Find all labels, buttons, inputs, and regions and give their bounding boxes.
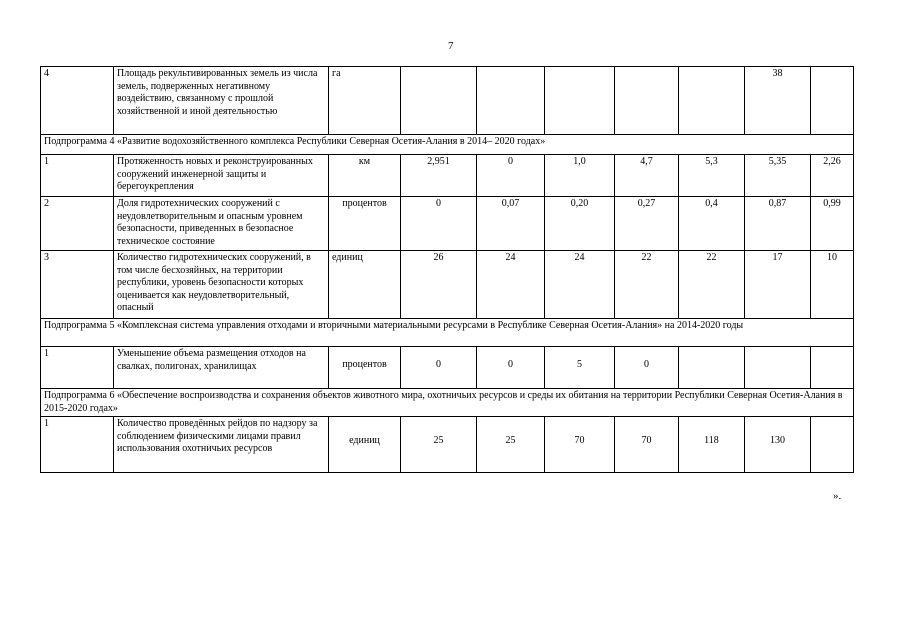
value-cell (615, 67, 679, 135)
indicator-name: Уменьшение объема размещения отходов на свалках, полигонах, хранилищах (114, 347, 329, 389)
row-number: 1 (41, 417, 114, 473)
value-cell: 4,7 (615, 155, 679, 197)
table-row (41, 155, 854, 197)
value-cell: 0 (477, 347, 545, 389)
value-cell (477, 67, 545, 135)
value-cell (811, 67, 854, 135)
table-row (41, 347, 854, 389)
value-cell: 25 (477, 417, 545, 473)
value-cell (679, 67, 745, 135)
value-cell: 5,35 (745, 155, 811, 197)
value-cell: 2,26 (811, 155, 854, 197)
indicators-table (40, 66, 854, 473)
indicator-name: Доля гидротехнических сооружений с неудовлетворительным и опасным уровнем безопасности, приведенных в безопасное техническое состояние (114, 197, 329, 251)
value-cell (745, 347, 811, 389)
value-cell: 24 (477, 251, 545, 319)
value-cell: 118 (679, 417, 745, 473)
section-row (41, 389, 854, 417)
subprogram-heading: Подпрограмма 6 «Обеспечение воспроизводства и сохранения объектов животного мира, охотничьих ресурсов и среды их обитания на территории Республики Северная Осетия-Алания в 2015-2020 годах» (41, 389, 854, 417)
value-cell: 5,3 (679, 155, 745, 197)
closing-quote-mark: ». (833, 490, 842, 502)
unit-cell: единиц (329, 417, 401, 473)
value-cell: 25 (401, 417, 477, 473)
row-number: 3 (41, 251, 114, 319)
indicator-name: Площадь рекультивированных земель из числа земель, подверженных негативному воздействию, связанному с прошлой хозяйственной и иной деятельностью (114, 67, 329, 135)
value-cell: 70 (615, 417, 679, 473)
unit-cell: процентов (329, 197, 401, 251)
table-row (41, 417, 854, 473)
value-cell: 26 (401, 251, 477, 319)
value-cell: 0 (401, 197, 477, 251)
value-cell (811, 347, 854, 389)
value-cell: 2,951 (401, 155, 477, 197)
value-cell: 22 (679, 251, 745, 319)
value-cell: 0 (615, 347, 679, 389)
value-cell: 24 (545, 251, 615, 319)
section-row (41, 319, 854, 347)
table-row (41, 67, 854, 135)
value-cell: 10 (811, 251, 854, 319)
value-cell: 0,27 (615, 197, 679, 251)
indicator-name: Протяженность новых и реконструированных сооружений инженерной защиты и берегоукрепления (114, 155, 329, 197)
subprogram-heading: Подпрограмма 5 «Комплексная система управления отходами и вторичными материальными ресурсами в Республике Северная Осетия-Алания» на 2014-2020 годы (41, 319, 854, 347)
indicator-name: Количество проведённых рейдов по надзору за соблюдением физическими лицами правил использования охотничьих ресурсов (114, 417, 329, 473)
value-cell: 0,87 (745, 197, 811, 251)
value-cell: 0 (401, 347, 477, 389)
unit-cell: единиц (329, 251, 401, 319)
row-number: 1 (41, 155, 114, 197)
value-cell (545, 67, 615, 135)
value-cell: 5 (545, 347, 615, 389)
value-cell (811, 417, 854, 473)
value-cell: 0,4 (679, 197, 745, 251)
value-cell: 0,20 (545, 197, 615, 251)
section-row (41, 135, 854, 155)
value-cell: 1,0 (545, 155, 615, 197)
value-cell: 130 (745, 417, 811, 473)
row-number: 2 (41, 197, 114, 251)
value-cell: 70 (545, 417, 615, 473)
row-number: 1 (41, 347, 114, 389)
subprogram-heading: Подпрограмма 4 «Развитие водохозяйственного комплекса Республики Северная Осетия-Алания в 2014– 2020 годах» (41, 135, 854, 155)
unit-cell: процентов (329, 347, 401, 389)
value-cell: 0,07 (477, 197, 545, 251)
value-cell: 0 (477, 155, 545, 197)
unit-cell: га (329, 67, 401, 135)
page-number: 7 (448, 40, 454, 52)
value-cell (401, 67, 477, 135)
value-cell (679, 347, 745, 389)
unit-cell: км (329, 155, 401, 197)
table-row (41, 251, 854, 319)
row-number: 4 (41, 67, 114, 135)
value-cell: 17 (745, 251, 811, 319)
indicator-name: Количество гидротехнических сооружений, в том числе бесхозяйных, на территории республики, уровень безопасности которых оценивается как неудовлетворительный, опасный (114, 251, 329, 319)
table-row (41, 197, 854, 251)
value-cell: 38 (745, 67, 811, 135)
value-cell: 22 (615, 251, 679, 319)
value-cell: 0,99 (811, 197, 854, 251)
